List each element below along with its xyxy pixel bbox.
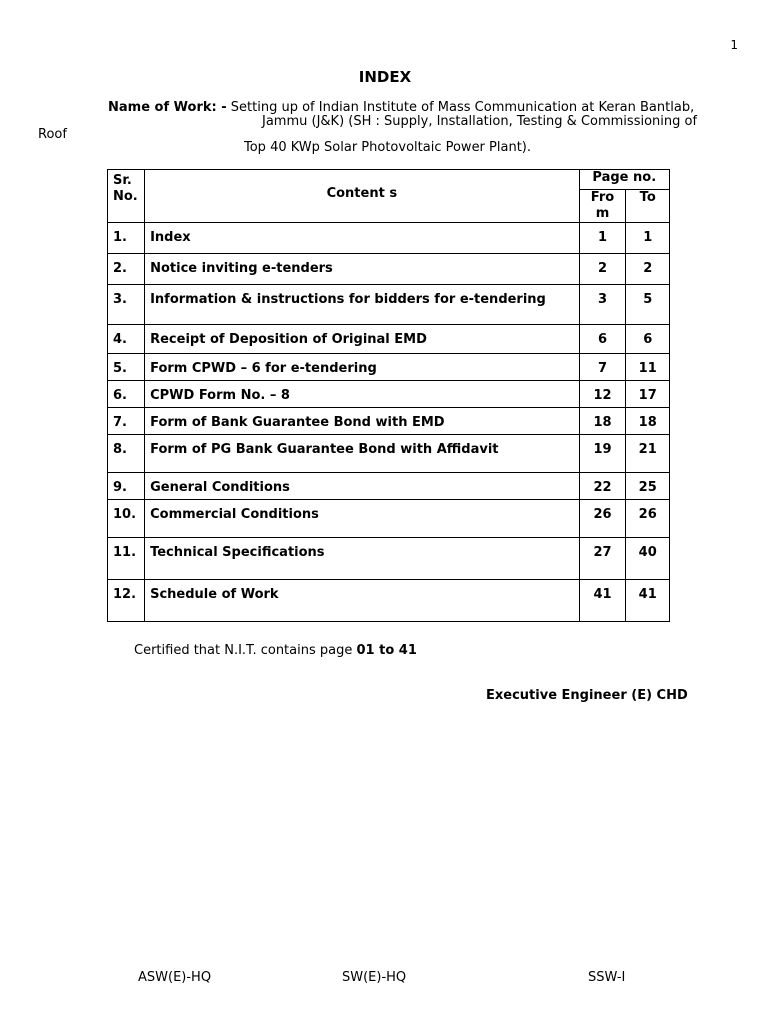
row-content: Schedule of Work [145,580,579,622]
row-content: Index [145,223,579,254]
row-page-to: 17 [626,381,670,408]
row-page-from: 22 [579,473,626,500]
signatory: Executive Engineer (E) CHD [486,688,688,703]
certification-range: 01 to 41 [356,643,417,658]
header-sr-no: Sr. No. [108,170,145,223]
row-page-to: 21 [626,435,670,473]
row-page-from: 6 [579,325,626,354]
table-row [108,223,670,254]
name-of-work-line-2: Jammu (J&K) (SH : Supply, Installation, Testing & Commissioning of [262,114,698,129]
row-page-to: 26 [626,500,670,538]
header-from: Fro m [579,190,626,223]
table-row [108,435,670,473]
row-sr-no: 6. [108,381,145,408]
row-page-from: 27 [579,538,626,580]
row-sr-no: 10. [108,500,145,538]
row-page-from: 19 [579,435,626,473]
row-page-from: 3 [579,285,626,325]
table-row [108,500,670,538]
table-row [108,354,670,381]
row-content: Commercial Conditions [145,500,579,538]
row-page-from: 41 [579,580,626,622]
row-sr-no: 7. [108,408,145,435]
table-row [108,580,670,622]
name-of-work-label: Name of Work: - [108,100,227,115]
row-sr-no: 4. [108,325,145,354]
row-content: Receipt of Deposition of Original EMD [145,325,579,354]
name-of-work-line-4: Top 40 KWp Solar Photovoltaic Power Plant). [244,140,531,155]
row-page-to: 6 [626,325,670,354]
row-page-from: 1 [579,223,626,254]
table-row [108,538,670,580]
table-row [108,408,670,435]
row-content: Form CPWD – 6 for e-tendering [145,354,579,381]
row-sr-no: 8. [108,435,145,473]
row-content: CPWD Form No. – 8 [145,381,579,408]
row-sr-no: 2. [108,254,145,285]
row-page-to: 11 [626,354,670,381]
row-content: General Conditions [145,473,579,500]
row-page-to: 2 [626,254,670,285]
row-page-from: 18 [579,408,626,435]
row-sr-no: 1. [108,223,145,254]
table-row [108,325,670,354]
row-sr-no: 5. [108,354,145,381]
name-of-work-line-1 [108,100,694,115]
row-page-to: 25 [626,473,670,500]
row-page-to: 18 [626,408,670,435]
row-page-to: 41 [626,580,670,622]
row-content: Form of Bank Guarantee Bond with EMD [145,408,579,435]
row-sr-no: 11. [108,538,145,580]
header-to: To [626,190,670,223]
row-content: Form of PG Bank Guarantee Bond with Affidavit [145,435,579,473]
index-table [107,169,670,622]
row-content: Notice inviting e-tenders [145,254,579,285]
page-number: 1 [730,38,738,52]
row-page-from: 2 [579,254,626,285]
row-sr-no: 9. [108,473,145,500]
table-row [108,254,670,285]
row-sr-no: 12. [108,580,145,622]
table-row [108,285,670,325]
row-sr-no: 3. [108,285,145,325]
row-page-to: 5 [626,285,670,325]
name-of-work-text-1: Setting up of Indian Institute of Mass Communication at Keran Bantlab, [230,100,695,115]
table-row [108,381,670,408]
footer-ssw: SSW-I [588,970,626,985]
row-content: Information & instructions for bidders for e-tendering [145,285,579,325]
row-content: Technical Specifications [145,538,579,580]
footer-asw: ASW(E)-HQ [138,970,212,985]
header-page-no: Page no. [579,170,669,190]
row-page-from: 12 [579,381,626,408]
row-page-from: 7 [579,354,626,381]
footer-sw: SW(E)-HQ [342,970,407,985]
row-page-from: 26 [579,500,626,538]
name-of-work-line-3: Roof [38,127,67,142]
header-contents: Content s [145,170,579,223]
table-row [108,473,670,500]
certification-text: Certified that N.I.T. contains page 01 to 41 [134,643,417,658]
page-title: INDEX [358,68,412,86]
row-page-to: 40 [626,538,670,580]
row-page-to: 1 [626,223,670,254]
